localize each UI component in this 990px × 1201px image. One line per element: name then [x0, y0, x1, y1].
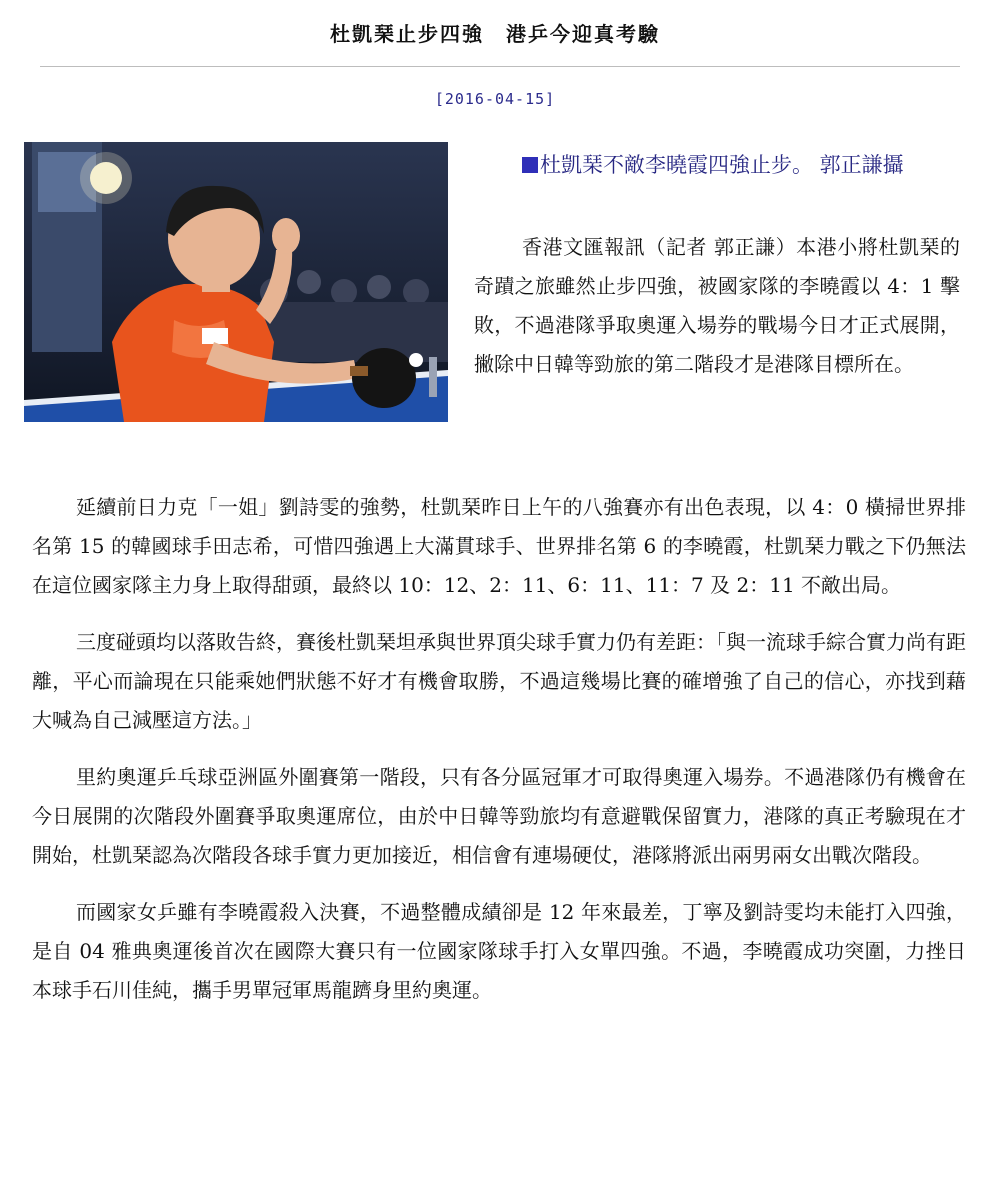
intro-paragraph: 香港文匯報訊（記者 郭正謙）本港小將杜凱琹的奇蹟之旅雖然止步四強，被國家隊的李曉霞以 4：1 擊敗，不過港隊爭取奧運入場券的戰場今日才正式展開，撇除中日韓等勁旅的第二階段才是港隊目標所在。 [474, 235, 960, 376]
article-body [32, 488, 966, 1028]
caption-square-icon [522, 157, 538, 173]
article-photo [24, 142, 448, 422]
body-paragraph: 延續前日力克「一姐」劉詩雯的強勢，杜凱琹昨日上午的八強賽亦有出色表現，以 4：0 橫掃世界排名第 15 的韓國球手田志希，可惜四強遇上大滿貫球手、世界排名第 6 的李曉霞，杜凱琹力戰之下仍無法在這位國家隊主力身上取得甜頭，最終以 10：12、2：11、6：11、11：7 及 2：11 不敵出局。 [32, 495, 966, 597]
photo-caption [474, 150, 960, 181]
article-date: [2016-04-15] [434, 90, 556, 108]
caption-text: 杜凱琹不敵李曉霞四強止步。 郭正謙攝 [540, 153, 904, 177]
body-paragraph: 三度碰頭均以落敗告終，賽後杜凱琹坦承與世界頂尖球手實力仍有差距：「與一流球手綜合實力尚有距離，平心而論現在只能乘她們狀態不好才有機會取勝，不過這幾場比賽的確增強了自己的信心，亦找到藉大喊為自己減壓這方法。」 [32, 630, 966, 732]
body-paragraph: 而國家女乒雖有李曉霞殺入決賽，不過整體成績卻是 12 年來最差，丁寧及劉詩雯均未能打入四強，是自 04 雅典奧運後首次在國際大賽只有一位國家隊球手打入女單四強。不過，李曉霞成功突圍，力挫日本球手石川佳純，攜手男單冠軍馬龍躋身里約奧運。 [32, 900, 966, 1002]
table-tennis-player-photo-icon [24, 142, 448, 422]
article-title: 杜凱琹止步四強 港乒今迎真考驗 [330, 22, 660, 46]
body-paragraph: 里約奧運乒乓球亞洲區外圍賽第一階段，只有各分區冠軍才可取得奧運入場券。不過港隊仍有機會在今日展開的次階段外圍賽爭取奧運席位，由於中日韓等勁旅均有意避戰保留實力，港隊的真正考驗現在才開始，杜凱琹認為次階段各球手實力更加接近，相信會有連場硬仗，港隊將派出兩男兩女出戰次階段。 [32, 765, 966, 867]
title-divider [40, 66, 960, 67]
